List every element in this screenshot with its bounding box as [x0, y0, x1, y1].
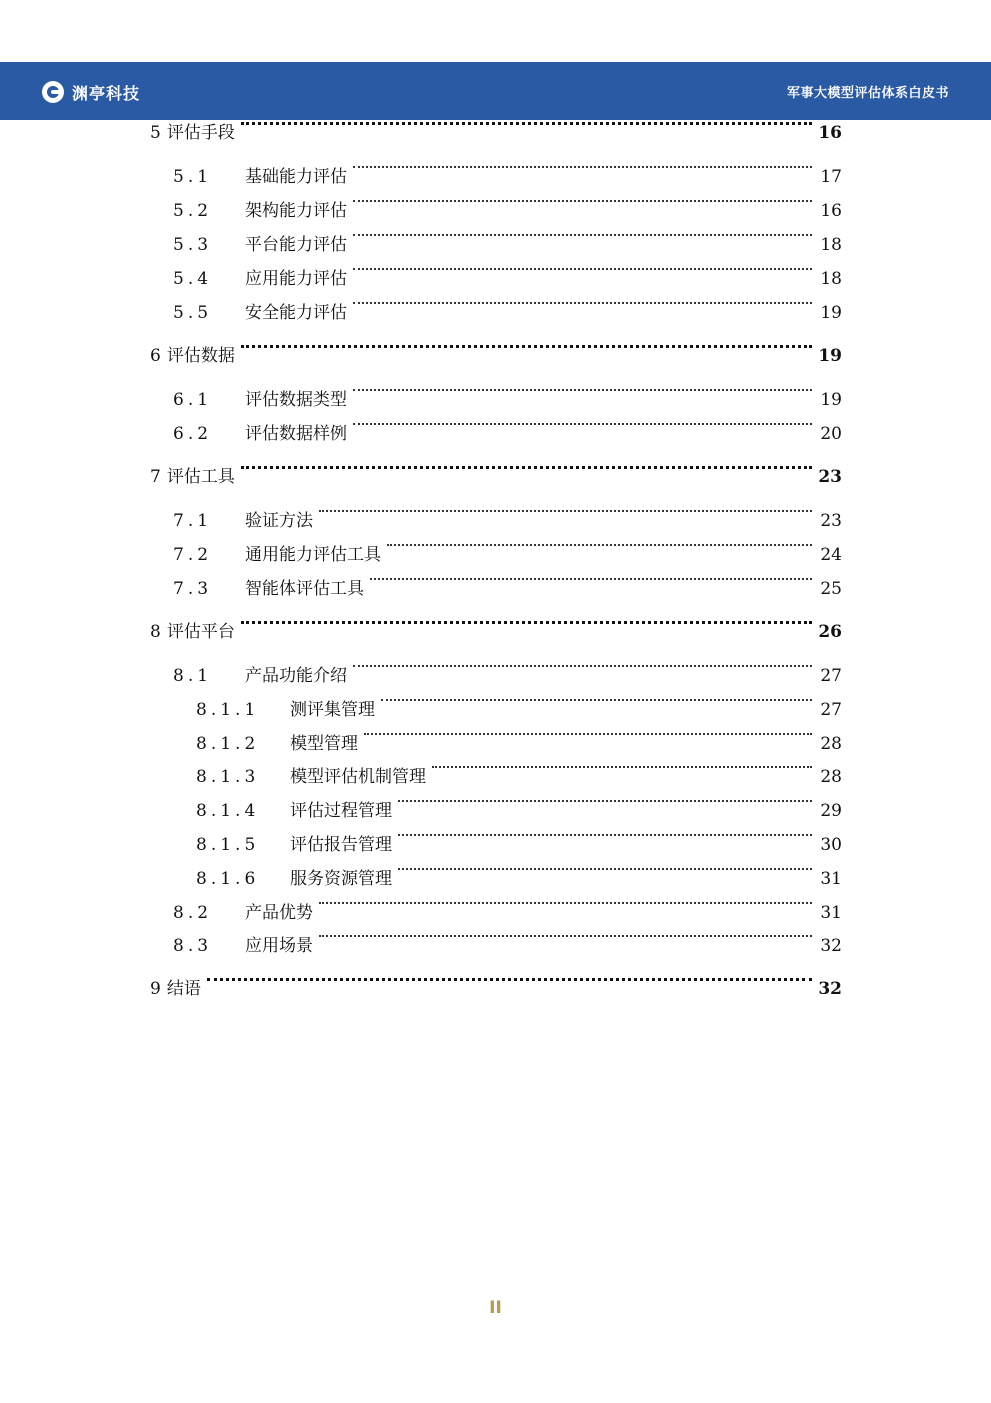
toc-entry-page: 29: [820, 801, 842, 821]
toc-entry-title: 通用能力评估工具: [245, 545, 381, 565]
toc-entry-number: 6.1: [173, 390, 213, 410]
toc-entry[interactable]: [0, 122, 991, 144]
toc-entry[interactable]: [0, 234, 991, 256]
toc-dot-leader: [398, 834, 812, 836]
toc-dot-leader: [432, 766, 812, 768]
toc-entry-page: 27: [820, 666, 842, 686]
toc-entry-number: 8.1.2: [196, 734, 260, 754]
toc-entry-number: 8.1.1: [196, 700, 260, 720]
toc-entry-page: 31: [820, 869, 842, 889]
toc-entry-title: 应用能力评估: [245, 269, 347, 289]
toc-entry-number: 5: [150, 123, 165, 143]
toc-entry-title: 评估报告管理: [290, 835, 392, 855]
footer-page-number: II: [489, 1298, 502, 1318]
toc-entry[interactable]: [0, 302, 991, 324]
toc-entry[interactable]: [0, 466, 991, 488]
toc-entry-title: 验证方法: [245, 511, 313, 531]
toc-entry-page: 31: [820, 903, 842, 923]
toc-entry-title: 评估数据类型: [245, 390, 347, 410]
toc-entry-page: 28: [820, 767, 842, 787]
toc-dot-leader: [381, 699, 812, 701]
toc-entry-page: 16: [818, 123, 842, 143]
toc-dot-leader: [353, 665, 812, 667]
toc-entry-number: 5.3: [173, 235, 213, 255]
toc-dot-leader: [387, 544, 812, 546]
toc-entry-page: 16: [820, 201, 842, 221]
toc-entry-title: 测评集管理: [290, 700, 375, 720]
toc-dot-leader: [241, 122, 812, 125]
toc-entry[interactable]: [0, 166, 991, 188]
toc-entry-page: 23: [820, 511, 842, 531]
toc-entry-title: 平台能力评估: [245, 235, 347, 255]
toc-entry-page: 28: [820, 734, 842, 754]
toc-entry-number: 6: [150, 346, 165, 366]
toc-entry-title: 评估过程管理: [290, 801, 392, 821]
toc-entry-page: 30: [820, 835, 842, 855]
toc-dot-leader: [319, 935, 812, 937]
toc-entry-title: 评估工具: [166, 467, 235, 487]
toc-entry-number: 7.3: [173, 579, 213, 599]
toc-entry[interactable]: [0, 665, 991, 687]
toc-dot-leader: [370, 578, 812, 580]
toc-dot-leader: [353, 389, 812, 391]
toc-entry[interactable]: [0, 733, 991, 755]
toc-entry-number: 8.1.6: [196, 869, 260, 889]
toc-entry-page: 23: [818, 467, 842, 487]
toc-entry[interactable]: [0, 978, 991, 1000]
toc-dot-leader: [398, 800, 812, 802]
company-logo: [42, 79, 140, 105]
toc-entry-title: 产品功能介绍: [245, 666, 347, 686]
toc-entry-title: 智能体评估工具: [245, 579, 364, 599]
toc-dot-leader: [207, 978, 812, 981]
toc-dot-leader: [353, 234, 812, 236]
toc-entry-title: 架构能力评估: [245, 201, 347, 221]
toc-entry-title: 结语: [166, 979, 201, 999]
toc-dot-leader: [398, 868, 812, 870]
toc-entry-title: 产品优势: [245, 903, 313, 923]
toc-entry[interactable]: [0, 935, 991, 957]
toc-entry-title: 评估数据: [166, 346, 235, 366]
toc-entry-number: 5.2: [173, 201, 213, 221]
toc-entry-page: 19: [820, 303, 842, 323]
toc-entry[interactable]: [0, 510, 991, 532]
toc-entry[interactable]: [0, 544, 991, 566]
toc-dot-leader: [319, 902, 812, 904]
company-logo-icon: [42, 81, 64, 103]
toc-entry-number: 7.1: [173, 511, 213, 531]
toc-dot-leader: [241, 466, 812, 469]
toc-entry[interactable]: [0, 902, 991, 924]
toc-entry[interactable]: [0, 800, 991, 822]
toc-entry-number: 5.4: [173, 269, 213, 289]
toc-entry[interactable]: [0, 389, 991, 411]
toc-entry-title: 安全能力评估: [245, 303, 347, 323]
toc-dot-leader: [241, 345, 812, 348]
toc-entry-number: 8.3: [173, 936, 213, 956]
toc-entry-number: 5.5: [173, 303, 213, 323]
toc-entry-number: 8.1.5: [196, 835, 260, 855]
toc-entry-page: 20: [820, 424, 842, 444]
toc-entry-number: 5.1: [173, 167, 213, 187]
toc-dot-leader: [319, 510, 812, 512]
toc-entry[interactable]: [0, 766, 991, 788]
toc-entry-page: 19: [818, 346, 842, 366]
toc-entry-title: 评估手段: [166, 123, 235, 143]
toc-entry[interactable]: [0, 621, 991, 643]
toc-entry[interactable]: [0, 268, 991, 290]
toc-entry-title: 评估数据样例: [245, 424, 347, 444]
toc-entry-number: 6.2: [173, 424, 213, 444]
toc-entry-page: 18: [820, 235, 842, 255]
toc-entry-number: 7.2: [173, 545, 213, 565]
toc-entry-number: 7: [150, 467, 165, 487]
toc-entry-title: 基础能力评估: [245, 167, 347, 187]
toc-entry-page: 32: [820, 936, 842, 956]
toc-entry[interactable]: [0, 868, 991, 890]
document-title: 军事大模型评估体系白皮书: [786, 86, 949, 101]
toc-dot-leader: [353, 423, 812, 425]
toc-entry-page: 32: [818, 979, 842, 999]
toc-dot-leader: [241, 621, 812, 624]
toc-entry-number: 8.1.4: [196, 801, 260, 821]
toc-dot-leader: [353, 166, 812, 168]
toc-entry[interactable]: [0, 345, 991, 367]
toc-entry-number: 8.1: [173, 666, 213, 686]
company-name: 渊亭科技: [72, 83, 141, 103]
toc-entry-number: 8: [150, 622, 165, 642]
toc-entry-page: 19: [820, 390, 842, 410]
toc-entry[interactable]: [0, 423, 991, 445]
toc-dot-leader: [353, 200, 812, 202]
toc-entry-page: 27: [820, 700, 842, 720]
toc-dot-leader: [353, 268, 812, 270]
toc-entry-number: 8.1.3: [196, 767, 260, 787]
page-header: [0, 62, 991, 120]
toc-entry-title: 模型管理: [290, 734, 358, 754]
toc-entry-title: 应用场景: [245, 936, 313, 956]
toc-dot-leader: [364, 733, 812, 735]
toc-entry-title: 评估平台: [166, 622, 235, 642]
toc-entry-page: 17: [820, 167, 842, 187]
toc-entry-page: 25: [820, 579, 842, 599]
toc-entry-page: 24: [820, 545, 842, 565]
toc-entry-title: 服务资源管理: [290, 869, 392, 889]
toc-entry-title: 模型评估机制管理: [290, 767, 426, 787]
toc-entry[interactable]: [0, 834, 991, 856]
toc-dot-leader: [353, 302, 812, 304]
toc-entry[interactable]: [0, 200, 991, 222]
toc-entry[interactable]: [0, 578, 991, 600]
toc-entry-page: 18: [820, 269, 842, 289]
toc-entry-number: 8.2: [173, 903, 213, 923]
toc-entry[interactable]: [0, 699, 991, 721]
toc-entry-page: 26: [818, 622, 842, 642]
toc-entry-number: 9: [150, 979, 165, 999]
